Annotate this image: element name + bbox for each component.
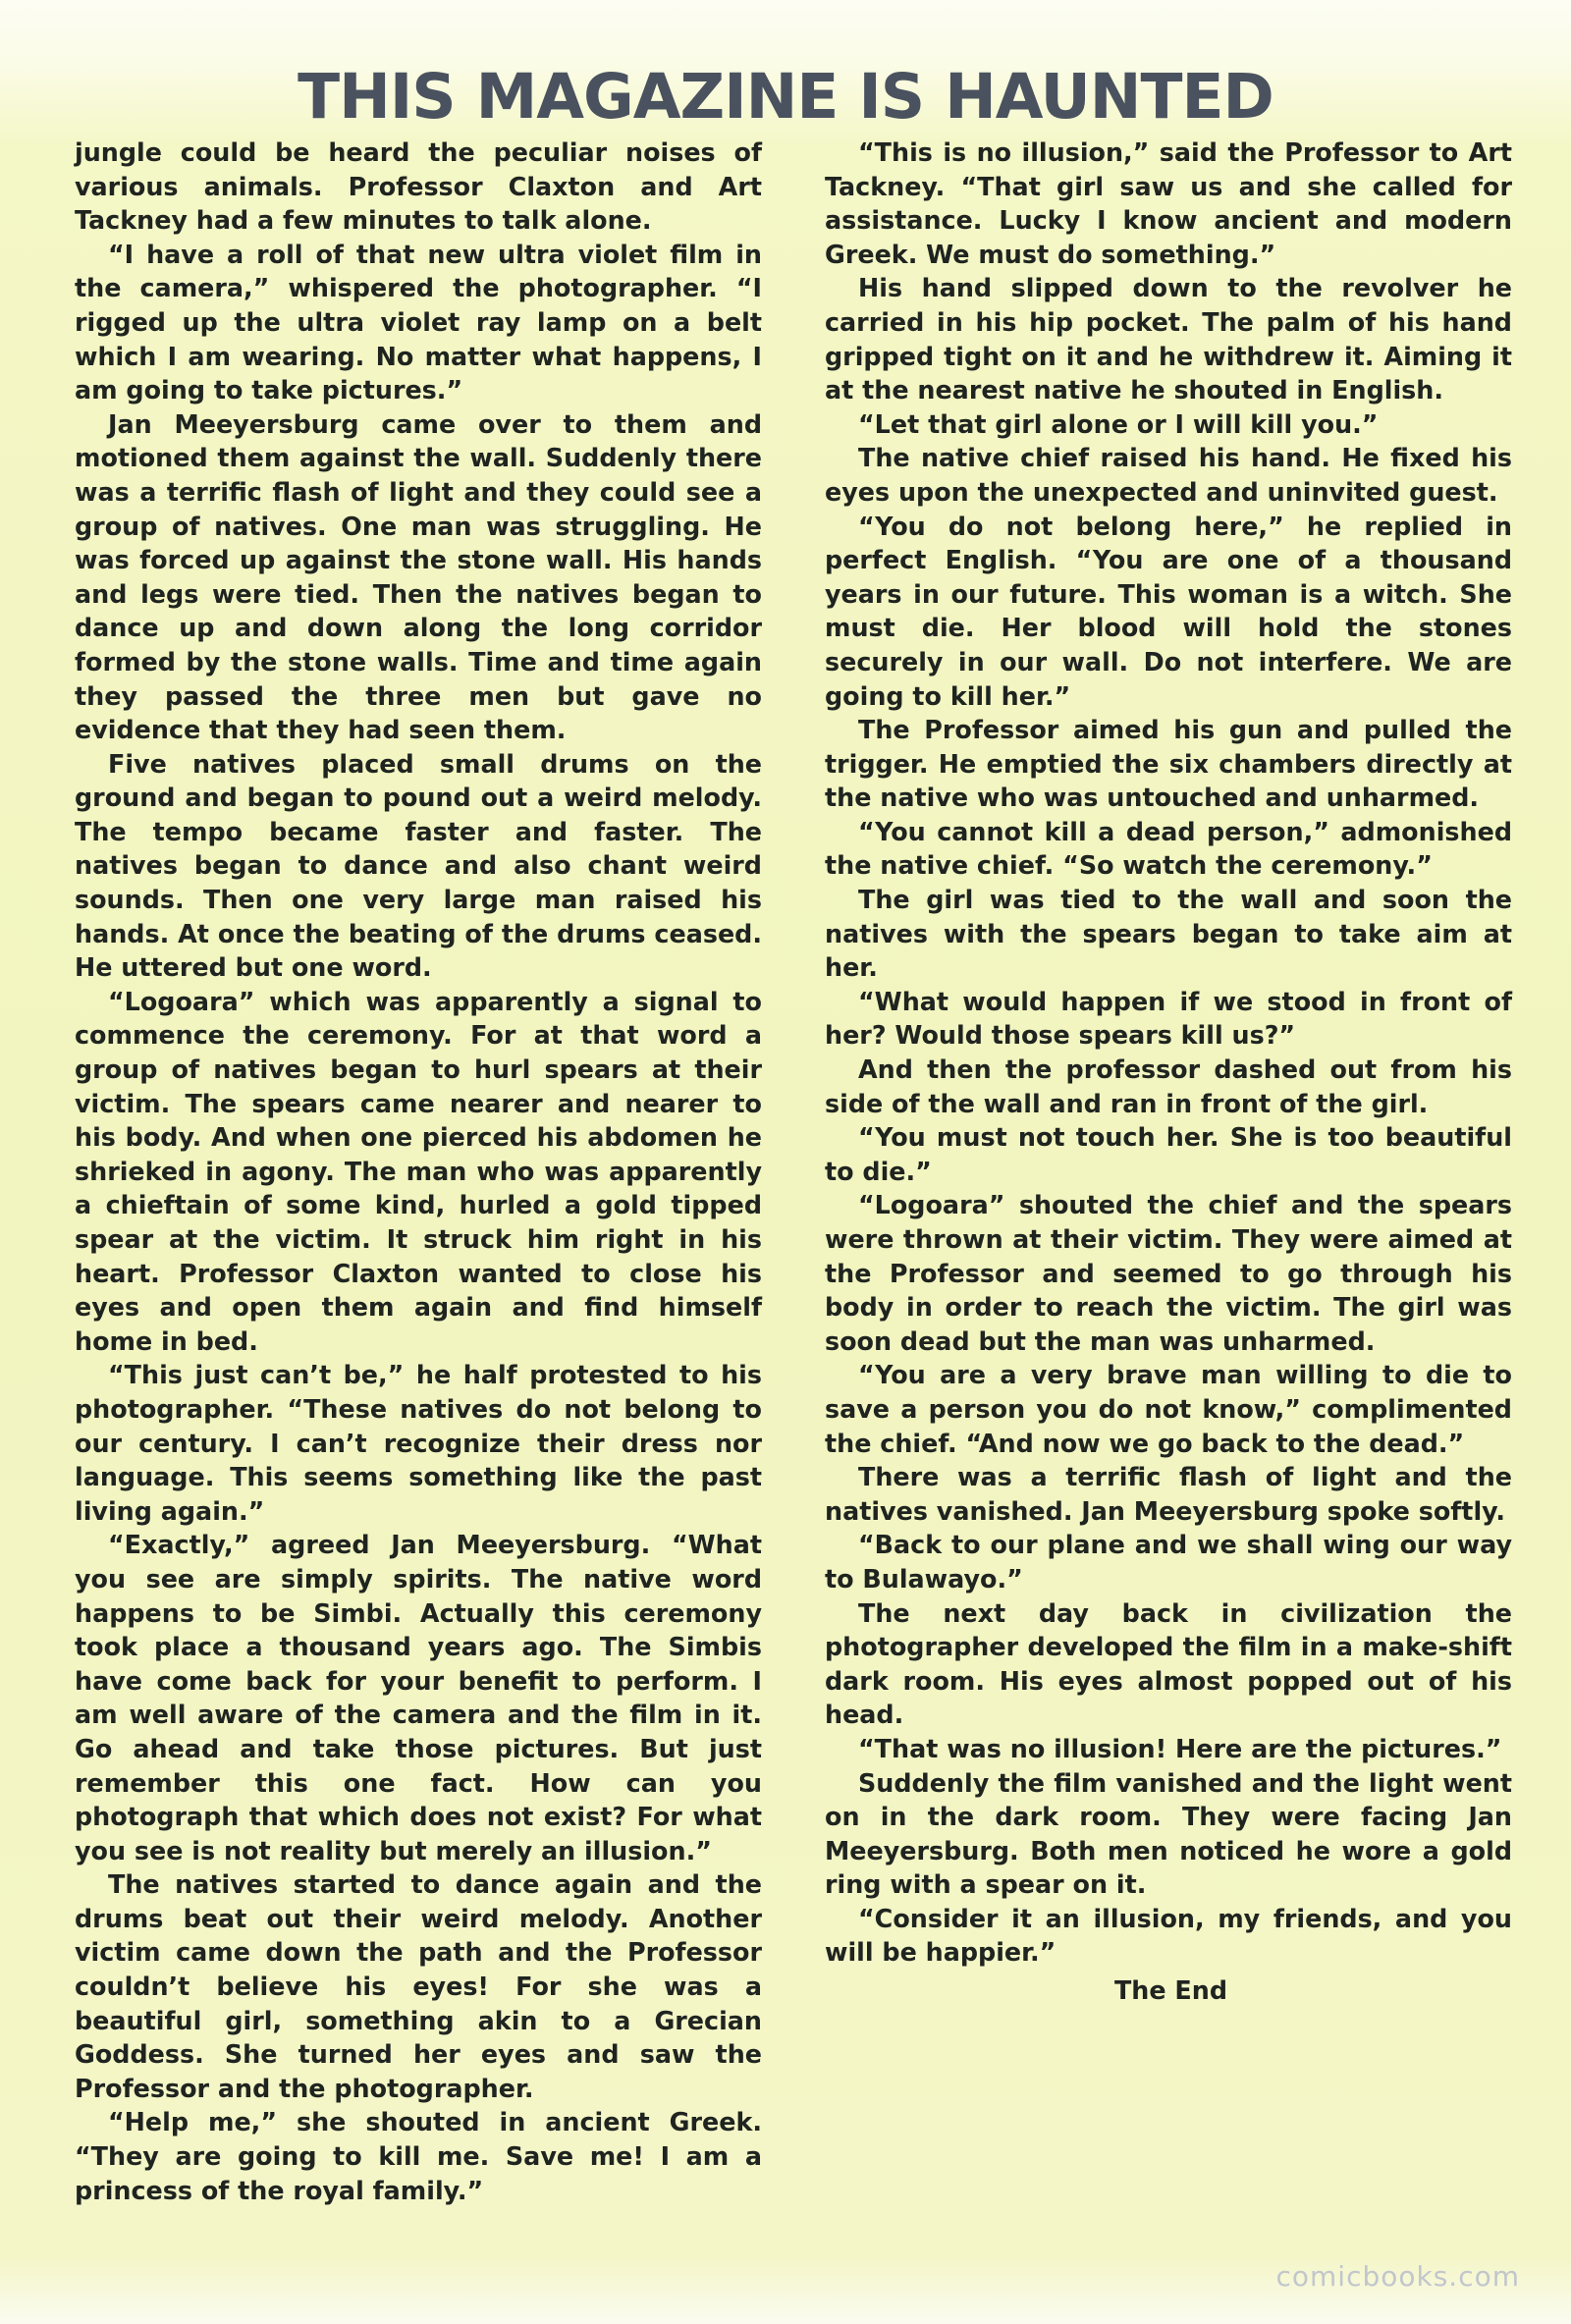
paragraph: “Consider it an illusion, my friends, and you will be happier.” [825, 1903, 1512, 1968]
paragraph: “That was no illusion! Here are the pictures.” [858, 1733, 1502, 1763]
page-title: THIS MAGAZINE IS HAUNTED [298, 61, 1273, 133]
paragraph: There was a terrific flash of light and the natives vanished. Jan Meeyersburg spoke softly. [825, 1462, 1512, 1526]
paragraph: “You are a very brave man willing to die to save a person you do not know,” complimented the chief. “And now we go back to the dead.” [825, 1360, 1512, 1458]
paragraph: “What would happen if we stood in front of her? Would those spears kill us?” [825, 986, 1512, 1051]
paragraph: “Let that girl alone or I will kill you.” [858, 408, 1379, 439]
right-column [825, 135, 1512, 2237]
paragraph: “You cannot kill a dead person,” admonished the native chief. “So watch the ceremony.” [825, 816, 1512, 881]
paragraph: jungle could be heard the peculiar noises of various animals. Professor Claxton and Art Tackney had a few minutes to talk alone. [75, 137, 762, 236]
paragraph: And then the professor dashed out from his side of the wall and ran in front of the girl. [825, 1054, 1512, 1118]
left-column [75, 135, 762, 2237]
paragraph: “Logoara” which was apparently a signal to commence the ceremony. For at that word a group of natives began to hurl spears at their victim. The spears came nearer and nearer to his body. And when one pierced his abdomen he shrieked in agony. The man who was apparently a chieftain of some kind, hurled a gold tipped spear at the victim. It struck him right in his heart. Professor Claxton wanted to close his eyes and open them again and find himself home in bed. [75, 986, 762, 1356]
site-watermark: comicbooks.com [1275, 2260, 1520, 2293]
paragraph: The native chief raised his hand. He fixed his eyes upon the unexpected and uninvited guest. [825, 443, 1512, 507]
paragraph: His hand slipped down to the revolver he carried in his hip pocket. The palm of his hand gripped tight on it and he withdrew it. Aiming it at the nearest native he shouted in English. [825, 273, 1512, 405]
paragraph: “You do not belong here,” he replied in perfect English. “You are one of a thousand years in our future. This woman is a witch. She must die. Her blood will hold the stones securely in our wall. Do not interfere. We are going to kill her.” [825, 511, 1512, 711]
paragraph: Five natives placed small drums on the ground and began to pound out a weird melody. The tempo became faster and faster. The natives began to dance and also chant weird sounds. Then one very large man raised his hands. At once the beating of the drums ceased. He uttered but one word. [75, 748, 762, 983]
paragraph: “You must not touch her. She is too beautiful to die.” [825, 1122, 1512, 1186]
story-end-label: The End [1113, 1975, 1227, 2006]
paragraph: “This just can’t be,” he half protested to his photographer. “These natives do not belong to our century. I can’t recognize their dress nor language. This seems something like the past living again.” [75, 1360, 762, 1526]
paragraph: “This is no illusion,” said the Professor to Art Tackney. “That girl saw us and she called for assistance. Lucky I know ancient and modern Greek. We must do something.” [825, 137, 1512, 269]
paragraph: The Professor aimed his gun and pulled the trigger. He emptied the six chambers directly at the native who was untouched and unharmed. [825, 715, 1512, 813]
paragraph: “Back to our plane and we shall wing our way to Bulawayo.” [825, 1530, 1512, 1594]
paragraph: The next day back in civilization the photographer developed the film in a make-shift dark room. His eyes almost popped out of his head. [825, 1597, 1512, 1730]
paragraph: The girl was tied to the wall and soon the natives with the spears began to take aim at her. [825, 885, 1512, 983]
paragraph: The natives started to dance again and the drums beat out their weird melody. Another victim came down the path and the Professor couldn’t believe his eyes! For she was a beautiful girl, something akin to a Grecian Goddess. She turned her eyes and saw the Professor and the photographer. [75, 1869, 762, 2103]
paragraph: Suddenly the film vanished and the light went on in the dark room. They were facing Jan Meeyersburg. Both men noticed he wore a gold ring with a spear on it. [825, 1767, 1512, 1900]
paragraph: “Help me,” she shouted in ancient Greek. “They are going to kill me. Save me! I am a princess of the royal family.” [75, 2107, 762, 2205]
paragraph: “I have a roll of that new ultra violet film in the camera,” whispered the photographer. “I rigged up the ultra violet ray lamp on a belt which I am wearing. No matter what happens, I am going to take pictures.” [75, 239, 762, 405]
paragraph: “Exactly,” agreed Jan Meeyersburg. “What you see are simply spirits. The native word happens to be Simbi. Actually this ceremony took place a thousand years ago. The Simbis have come back for your benefit to perform. I am well aware of the camera and the film in it. Go ahead and take those pictures. But just remember this one fact. How can you photograph that which does not exist? For what you see is not reality but merely an illusion.” [75, 1530, 762, 1865]
paragraph: “Logoara” shouted the chief and the spears were thrown at their victim. They were aimed at the Professor and seemed to go through his body in order to reach the victim. The girl was soon dead but the man was unharmed. [825, 1190, 1512, 1356]
paragraph: Jan Meeyersburg came over to them and motioned them against the wall. Suddenly there was a terrific flash of light and they could see a group of natives. One man was struggling. He was forced up against the stone wall. His hands and legs were tied. Then the natives began to dance up and down along the long corridor formed by the stone walls. Time and time again they passed the three men but gave no evidence that they had seen them. [75, 408, 762, 745]
